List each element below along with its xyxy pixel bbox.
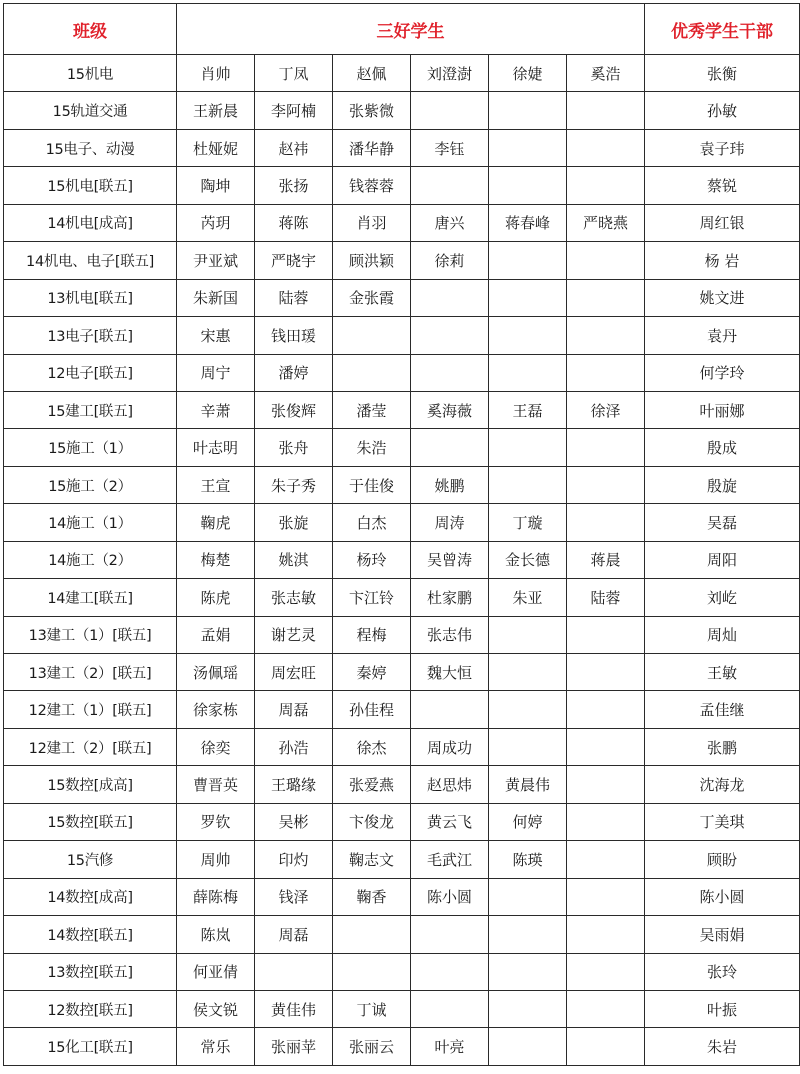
merit-student-cell: 朱亚: [489, 579, 567, 616]
class-name-cell: 14机电[成高]: [4, 204, 177, 241]
merit-student-cell: 王璐缘: [255, 766, 333, 803]
merit-student-cell: [567, 990, 645, 1027]
merit-student-cell: 周宁: [177, 354, 255, 391]
merit-student-cell: [411, 916, 489, 953]
merit-student-cell: 徐婕: [489, 55, 567, 92]
merit-student-cell: 谢艺灵: [255, 616, 333, 653]
merit-student-cell: 陆蓉: [255, 279, 333, 316]
merit-student-cell: 陈小圆: [411, 878, 489, 915]
merit-student-cell: 丁凤: [255, 55, 333, 92]
table-row: [4, 129, 800, 166]
merit-student-cell: [567, 1028, 645, 1065]
merit-student-cell: [567, 691, 645, 728]
merit-student-cell: [489, 1028, 567, 1065]
class-name-cell: 14数控[成高]: [4, 878, 177, 915]
table-row: [4, 916, 800, 953]
merit-student-cell: 罗钦: [177, 803, 255, 840]
cadre-cell: 周阳: [645, 541, 800, 578]
cadre-cell: 袁子玮: [645, 129, 800, 166]
merit-student-cell: 奚海薇: [411, 391, 489, 428]
merit-student-cell: 朱新国: [177, 279, 255, 316]
class-name-cell: 14机电、电子[联五]: [4, 242, 177, 279]
merit-student-cell: 孙浩: [255, 728, 333, 765]
merit-student-cell: [567, 841, 645, 878]
merit-student-cell: 尹亚斌: [177, 242, 255, 279]
merit-student-cell: 周磊: [255, 916, 333, 953]
merit-student-cell: 奚浩: [567, 55, 645, 92]
merit-student-cell: [489, 92, 567, 129]
merit-student-cell: 于佳俊: [333, 466, 411, 503]
merit-student-cell: 侯文锐: [177, 990, 255, 1027]
merit-student-cell: 辛萧: [177, 391, 255, 428]
cadre-cell: 殷旋: [645, 466, 800, 503]
merit-student-cell: [411, 354, 489, 391]
merit-student-cell: 严晓宇: [255, 242, 333, 279]
table-row: [4, 878, 800, 915]
merit-student-cell: 张旋: [255, 504, 333, 541]
cadre-cell: 张衡: [645, 55, 800, 92]
class-name-cell: 13数控[联五]: [4, 953, 177, 990]
merit-student-cell: 张紫微: [333, 92, 411, 129]
class-name-cell: 15机电: [4, 55, 177, 92]
cadre-cell: 王敏: [645, 654, 800, 691]
merit-student-cell: [333, 354, 411, 391]
merit-student-cell: [567, 466, 645, 503]
merit-student-cell: 陈瑛: [489, 841, 567, 878]
merit-student-cell: 秦婷: [333, 654, 411, 691]
merit-student-cell: 唐兴: [411, 204, 489, 241]
merit-student-cell: 张俊辉: [255, 391, 333, 428]
merit-student-cell: [333, 317, 411, 354]
merit-student-cell: 周涛: [411, 504, 489, 541]
merit-student-cell: 潘华静: [333, 129, 411, 166]
merit-student-cell: 卞俊龙: [333, 803, 411, 840]
merit-student-cell: 叶亮: [411, 1028, 489, 1065]
merit-student-cell: [411, 92, 489, 129]
merit-student-cell: 蒋春峰: [489, 204, 567, 241]
merit-student-cell: 徐泽: [567, 391, 645, 428]
merit-student-cell: 薛陈梅: [177, 878, 255, 915]
merit-student-cell: 杨玲: [333, 541, 411, 578]
merit-student-cell: [411, 953, 489, 990]
merit-student-cell: 丁璇: [489, 504, 567, 541]
merit-student-cell: [567, 616, 645, 653]
merit-student-cell: 金张霞: [333, 279, 411, 316]
table-row: [4, 990, 800, 1027]
merit-student-cell: 吴曾涛: [411, 541, 489, 578]
merit-student-cell: [255, 953, 333, 990]
table-row: [4, 279, 800, 316]
merit-student-cell: 何亚倩: [177, 953, 255, 990]
merit-student-cell: 李钰: [411, 129, 489, 166]
merit-student-cell: [489, 317, 567, 354]
merit-student-cell: [489, 466, 567, 503]
table-row: [4, 953, 800, 990]
class-name-cell: 15施工（1）: [4, 429, 177, 466]
class-name-cell: 15汽修: [4, 841, 177, 878]
merit-student-cell: 肖帅: [177, 55, 255, 92]
merit-student-cell: [567, 279, 645, 316]
table-row: [4, 504, 800, 541]
merit-student-cell: 周帅: [177, 841, 255, 878]
table-body: [4, 55, 800, 1066]
merit-student-cell: 钱泽: [255, 878, 333, 915]
merit-student-cell: 王磊: [489, 391, 567, 428]
cadre-cell: 杨 岩: [645, 242, 800, 279]
header-class: 班级: [4, 4, 177, 55]
cadre-cell: 张鹏: [645, 728, 800, 765]
merit-student-cell: 姚淇: [255, 541, 333, 578]
merit-student-cell: [489, 916, 567, 953]
merit-student-cell: 张丽苹: [255, 1028, 333, 1065]
table-row: [4, 841, 800, 878]
merit-student-cell: [489, 279, 567, 316]
table-row: [4, 391, 800, 428]
merit-student-cell: 顾洪颖: [333, 242, 411, 279]
merit-student-cell: 白杰: [333, 504, 411, 541]
merit-student-cell: 陈虎: [177, 579, 255, 616]
merit-student-cell: 宋惠: [177, 317, 255, 354]
merit-student-cell: [567, 167, 645, 204]
merit-student-cell: 卞江铃: [333, 579, 411, 616]
merit-student-cell: 周成功: [411, 728, 489, 765]
merit-student-cell: [567, 242, 645, 279]
merit-student-cell: 张丽云: [333, 1028, 411, 1065]
merit-student-cell: [567, 916, 645, 953]
merit-student-cell: 程梅: [333, 616, 411, 653]
merit-student-cell: 潘婷: [255, 354, 333, 391]
class-name-cell: 15建工[联五]: [4, 391, 177, 428]
merit-student-cell: 黄晨伟: [489, 766, 567, 803]
merit-student-cell: [489, 242, 567, 279]
merit-student-cell: [333, 953, 411, 990]
merit-student-cell: 吴彬: [255, 803, 333, 840]
header-row: [4, 4, 800, 55]
merit-student-cell: 王新晨: [177, 92, 255, 129]
class-name-cell: 15电子、动漫: [4, 129, 177, 166]
merit-student-cell: [489, 990, 567, 1027]
merit-student-cell: [411, 317, 489, 354]
merit-student-cell: 潘莹: [333, 391, 411, 428]
cadre-cell: 沈海龙: [645, 766, 800, 803]
class-name-cell: 14施工（1）: [4, 504, 177, 541]
merit-student-cell: [489, 953, 567, 990]
merit-student-cell: [567, 878, 645, 915]
class-name-cell: 15化工[联五]: [4, 1028, 177, 1065]
merit-student-cell: 赵祎: [255, 129, 333, 166]
merit-student-cell: [489, 167, 567, 204]
merit-student-cell: [411, 167, 489, 204]
merit-student-cell: [489, 616, 567, 653]
cadre-cell: 叶丽娜: [645, 391, 800, 428]
table-row: [4, 691, 800, 728]
merit-student-cell: 陈岚: [177, 916, 255, 953]
merit-student-cell: 鞠志文: [333, 841, 411, 878]
table-row: [4, 803, 800, 840]
table-row: [4, 616, 800, 653]
table-row: [4, 766, 800, 803]
table-row: [4, 92, 800, 129]
table-row: [4, 429, 800, 466]
merit-student-cell: 钱蓉蓉: [333, 167, 411, 204]
merit-student-cell: 钱田瑗: [255, 317, 333, 354]
class-name-cell: 12电子[联五]: [4, 354, 177, 391]
merit-student-cell: 张舟: [255, 429, 333, 466]
merit-student-cell: 芮玥: [177, 204, 255, 241]
merit-student-cell: 杜娅妮: [177, 129, 255, 166]
merit-student-cell: 徐奕: [177, 728, 255, 765]
merit-student-cell: 叶志明: [177, 429, 255, 466]
merit-student-cell: 鞠虎: [177, 504, 255, 541]
merit-student-cell: 孙佳程: [333, 691, 411, 728]
cadre-cell: 吴雨娟: [645, 916, 800, 953]
merit-student-cell: [489, 691, 567, 728]
merit-student-cell: 王宣: [177, 466, 255, 503]
cadre-cell: 殷成: [645, 429, 800, 466]
class-name-cell: 14数控[联五]: [4, 916, 177, 953]
table-row: [4, 541, 800, 578]
cadre-cell: 叶振: [645, 990, 800, 1027]
merit-student-cell: 徐杰: [333, 728, 411, 765]
merit-student-cell: 孟娟: [177, 616, 255, 653]
merit-student-cell: [567, 429, 645, 466]
class-name-cell: 15数控[联五]: [4, 803, 177, 840]
merit-student-cell: 张爱燕: [333, 766, 411, 803]
class-name-cell: 12数控[联五]: [4, 990, 177, 1027]
merit-student-cell: [489, 654, 567, 691]
merit-student-cell: 肖羽: [333, 204, 411, 241]
merit-student-cell: 赵思炜: [411, 766, 489, 803]
cadre-cell: 朱岩: [645, 1028, 800, 1065]
table-row: [4, 1028, 800, 1065]
merit-student-cell: 刘澄澍: [411, 55, 489, 92]
table-row: [4, 654, 800, 691]
merit-student-cell: 周宏旺: [255, 654, 333, 691]
class-name-cell: 13机电[联五]: [4, 279, 177, 316]
merit-student-cell: [489, 129, 567, 166]
merit-student-cell: [567, 953, 645, 990]
merit-student-cell: 姚鹏: [411, 466, 489, 503]
merit-student-cell: [567, 766, 645, 803]
table-row: [4, 55, 800, 92]
merit-student-cell: 严晓燕: [567, 204, 645, 241]
merit-student-cell: 李阿楠: [255, 92, 333, 129]
merit-student-cell: 何婷: [489, 803, 567, 840]
cadre-cell: 陈小圆: [645, 878, 800, 915]
merit-student-cell: 鞠香: [333, 878, 411, 915]
merit-student-cell: [411, 429, 489, 466]
table-row: [4, 466, 800, 503]
merit-student-cell: 杜家鹏: [411, 579, 489, 616]
class-name-cell: 13建工（2）[联五]: [4, 654, 177, 691]
merit-student-cell: 梅楚: [177, 541, 255, 578]
merit-student-cell: 蒋晨: [567, 541, 645, 578]
merit-student-cell: [489, 429, 567, 466]
table-row: [4, 728, 800, 765]
cadre-cell: 孙敏: [645, 92, 800, 129]
merit-student-cell: [567, 654, 645, 691]
table-row: [4, 167, 800, 204]
cadre-cell: 姚文进: [645, 279, 800, 316]
merit-student-cell: [489, 878, 567, 915]
merit-student-cell: [411, 279, 489, 316]
merit-student-cell: 张扬: [255, 167, 333, 204]
cadre-cell: 张玲: [645, 953, 800, 990]
merit-student-cell: 陆蓉: [567, 579, 645, 616]
merit-student-cell: [567, 317, 645, 354]
table-row: [4, 317, 800, 354]
merit-student-cell: 蒋陈: [255, 204, 333, 241]
merit-student-cell: [567, 129, 645, 166]
merit-student-cell: 朱子秀: [255, 466, 333, 503]
cadre-cell: 蔡锐: [645, 167, 800, 204]
merit-student-cell: 赵佩: [333, 55, 411, 92]
merit-student-cell: 徐家栋: [177, 691, 255, 728]
table-row: [4, 204, 800, 241]
merit-student-cell: 金长德: [489, 541, 567, 578]
cadre-cell: 丁美琪: [645, 803, 800, 840]
cadre-cell: 周红银: [645, 204, 800, 241]
class-name-cell: 13电子[联五]: [4, 317, 177, 354]
class-name-cell: 12建工（2）[联五]: [4, 728, 177, 765]
merit-student-cell: [567, 354, 645, 391]
merit-student-cell: 黄云飞: [411, 803, 489, 840]
merit-student-cell: 朱浩: [333, 429, 411, 466]
cadre-cell: 孟佳继: [645, 691, 800, 728]
merit-student-cell: [567, 92, 645, 129]
cadre-cell: 顾盼: [645, 841, 800, 878]
merit-student-cell: [411, 990, 489, 1027]
merit-student-cell: [411, 691, 489, 728]
table-row: [4, 354, 800, 391]
merit-student-cell: [489, 354, 567, 391]
header-merit-students: 三好学生: [177, 4, 645, 55]
class-name-cell: 15施工（2）: [4, 466, 177, 503]
header-outstanding-cadre: 优秀学生干部: [645, 4, 800, 55]
merit-student-cell: 魏大恒: [411, 654, 489, 691]
merit-student-cell: 丁诚: [333, 990, 411, 1027]
class-name-cell: 15数控[成高]: [4, 766, 177, 803]
merit-student-cell: 汤佩瑶: [177, 654, 255, 691]
merit-student-cell: 徐莉: [411, 242, 489, 279]
merit-student-cell: [489, 728, 567, 765]
table-row: [4, 242, 800, 279]
merit-student-cell: [567, 728, 645, 765]
class-name-cell: 12建工（1）[联五]: [4, 691, 177, 728]
merit-student-cell: 常乐: [177, 1028, 255, 1065]
merit-student-cell: 周磊: [255, 691, 333, 728]
cadre-cell: 何学玲: [645, 354, 800, 391]
class-name-cell: 14施工（2）: [4, 541, 177, 578]
class-name-cell: 14建工[联五]: [4, 579, 177, 616]
merit-student-cell: 曹晋英: [177, 766, 255, 803]
cadre-cell: 周灿: [645, 616, 800, 653]
merit-student-cell: 陶坤: [177, 167, 255, 204]
merit-student-cell: [333, 916, 411, 953]
class-name-cell: 13建工（1）[联五]: [4, 616, 177, 653]
merit-student-cell: [567, 504, 645, 541]
merit-student-cell: 张志伟: [411, 616, 489, 653]
merit-student-cell: 毛武江: [411, 841, 489, 878]
merit-student-cell: 黄佳伟: [255, 990, 333, 1027]
honor-roll-table: [3, 3, 800, 1066]
table-row: [4, 579, 800, 616]
merit-student-cell: 张志敏: [255, 579, 333, 616]
cadre-cell: 袁丹: [645, 317, 800, 354]
class-name-cell: 15轨道交通: [4, 92, 177, 129]
merit-student-cell: 印灼: [255, 841, 333, 878]
cadre-cell: 刘屹: [645, 579, 800, 616]
class-name-cell: 15机电[联五]: [4, 167, 177, 204]
merit-student-cell: [567, 803, 645, 840]
cadre-cell: 吴磊: [645, 504, 800, 541]
